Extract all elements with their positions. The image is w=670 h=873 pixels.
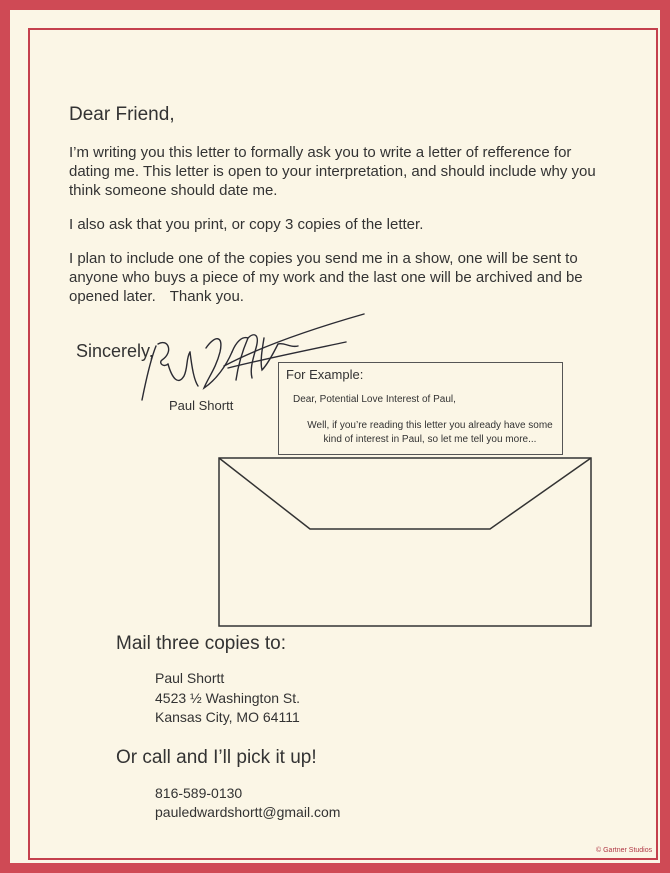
letter-thanks: Thank you.	[169, 288, 244, 305]
mail-heading: Mail three copies to:	[116, 633, 287, 654]
address-city: Kansas City, MO 64111	[155, 709, 300, 725]
call-heading: Or call and I’ll pick it up!	[116, 747, 317, 768]
letter-closing: Sincerely,	[76, 341, 154, 361]
address-street: 4523 ½ Washington St.	[155, 690, 301, 706]
stationery-paper	[10, 10, 660, 863]
letter-paragraph-2: I also ask that you print, or copy 3 copies of the letter.	[69, 216, 424, 233]
address-name: Paul Shortt	[155, 670, 225, 686]
contact-email: pauledwardshortt@gmail.com	[155, 804, 341, 820]
signature-name: Paul Shortt	[169, 398, 234, 413]
letter-greeting: Dear Friend,	[69, 104, 175, 125]
example-body: Well, if you’re reading this letter you already have some kind of interest in Paul, so let me tell you more...	[307, 420, 553, 445]
envelope-outline	[219, 458, 591, 626]
example-letter-box	[278, 362, 563, 455]
letter-paragraph-1: I’m writing you this letter to formally ask you to write a letter of refference for dating me. This letter is open to your interpretation, and should include why you think someone should date me.	[69, 144, 596, 199]
copyright-notice: © Gartner Studios	[596, 847, 653, 854]
letter-paragraph-3	[69, 249, 609, 306]
example-salutation: Dear, Potential Love Interest of Paul,	[293, 394, 456, 405]
letter-paragraph-3-text: I plan to include one of the copies you send me in a show, one will be sent to anyone who buys a piece of my work and the last one will be archived and be opened later.	[69, 250, 583, 305]
example-title: For Example:	[286, 367, 364, 382]
envelope-illustration	[218, 457, 594, 629]
contact-phone: 816-589-0130	[155, 785, 243, 801]
